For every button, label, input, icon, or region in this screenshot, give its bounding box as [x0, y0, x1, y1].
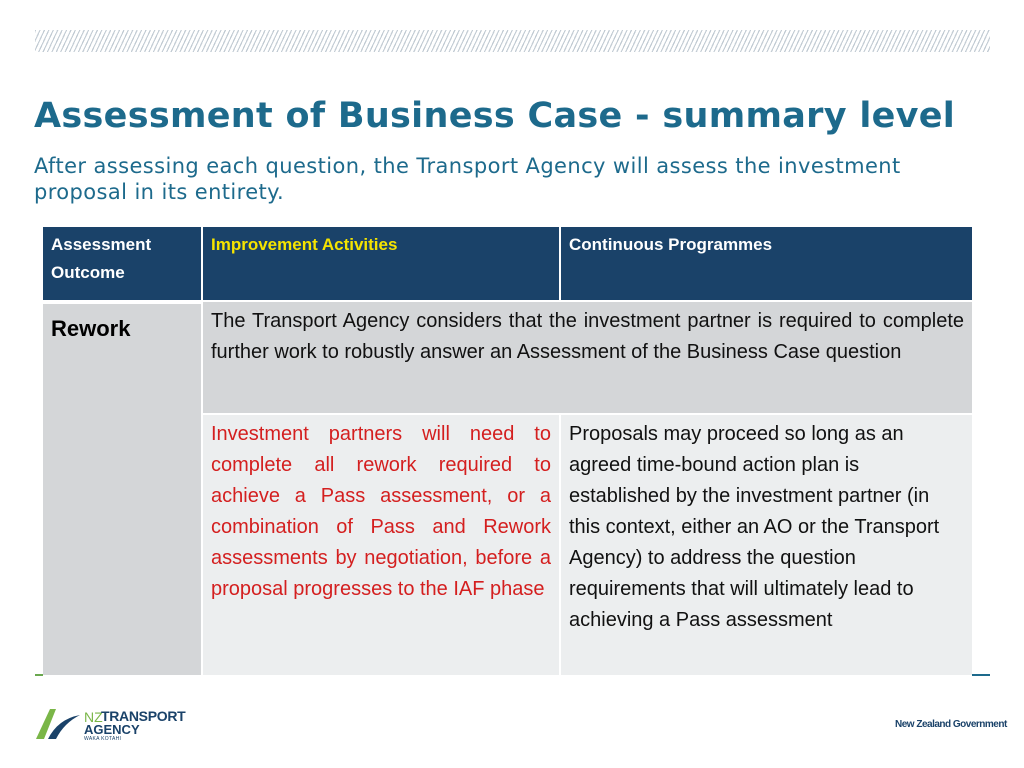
logo-nz-text: NZ: [84, 709, 103, 725]
outcome-rework: Rework: [43, 302, 203, 675]
rework-description: The Transport Agency considers that the investment partner is required to complete further work to robustly answer an Assessment of the Business Case question: [203, 302, 972, 413]
road-swoosh-icon: [34, 705, 84, 741]
logo-maori-text: WAKA KOTAHI: [84, 736, 122, 742]
logo-agency-text: AGENCY: [84, 722, 140, 737]
slide-title: Assessment of Business Case - summary level: [34, 96, 956, 136]
header-assessment-outcome: Assessment Outcome: [43, 227, 203, 300]
nz-transport-agency-logo: [34, 705, 186, 745]
footer-rule-left: [35, 674, 43, 676]
header-continuous-programmes: Continuous Programmes: [561, 227, 972, 300]
slide-subtitle: After assessing each question, the Transport Agency will assess the investment proposal in its entirety.: [34, 154, 901, 204]
logo-transport-text: TRANSPORT: [101, 708, 186, 724]
assessment-table: [43, 227, 972, 675]
improvement-activities-text: Investment partners will need to complete all rework required to achieve a Pass assessment, or a combination of Pass and Rework assessments by negotiation, before a proposal progresses to the IAF phase: [203, 413, 561, 675]
continuous-programmes-text: Proposals may proceed so long as an agreed time-bound action plan is established by the investment partner (in this context, either an AO or the Transport Agency) to address the question requirements that will ultimately lead to achieving a Pass assessment: [561, 413, 972, 675]
footer-rule-right: [972, 674, 990, 676]
nz-government-logo: New Zealand Government: [895, 719, 1007, 730]
decorative-hatch-banner: [35, 30, 990, 52]
header-improvement-activities: Improvement Activities: [203, 227, 561, 300]
